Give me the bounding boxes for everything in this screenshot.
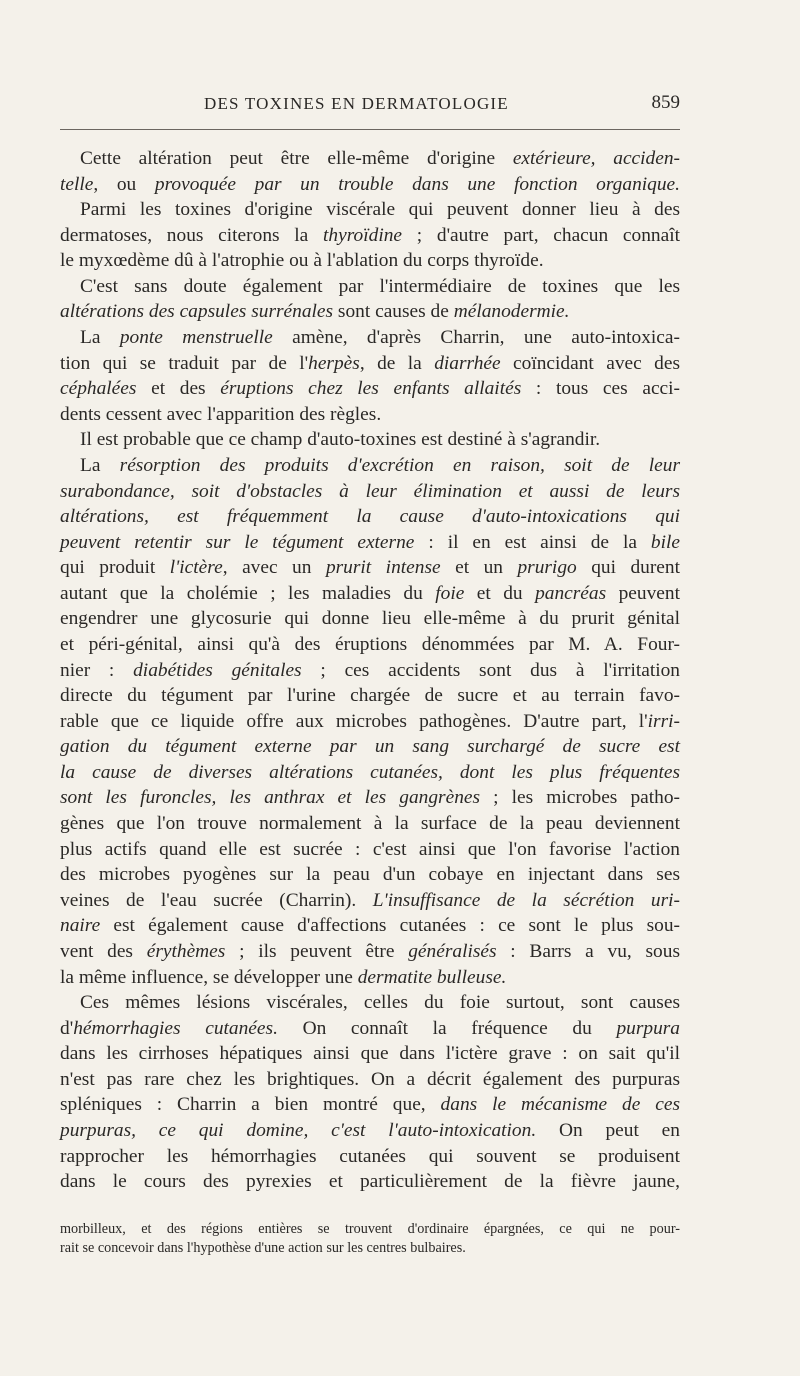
italic-phrase: dermatite bulleuse. [357, 966, 507, 988]
text-line: C'est sans doute également par l'intermédiaire de toxines que les [80, 275, 680, 297]
text-line: dans le cours des pyrexies et particulièrement de la fièvre jaune, [60, 1171, 680, 1193]
italic-phrase: prurigo [517, 557, 577, 579]
italic-phrase: altérations des capsules surrénales [60, 301, 334, 323]
text-line: dans les cirrhoses hépatiques ainsi que dans l'ictère grave : on sait qu'il [60, 1043, 680, 1065]
italic-phrase: hémorrhagies cutanées. [73, 1017, 278, 1039]
text-line: veines de l'eau sucrée (Charrin). L'insuffisance de la sécrétion uri- [60, 889, 680, 911]
text-line: La résorption des produits d'excrétion en raison, soit de leur [80, 454, 680, 476]
text-line: La ponte menstruelle amène, d'après Charrin, une auto-intoxica- [80, 327, 680, 349]
text-line: sont les furoncles, les anthrax et les gangrènes ; les microbes patho- [60, 787, 680, 809]
text-line: dents cessent avec l'apparition des règles. [60, 403, 382, 425]
page-number: 859 [651, 92, 680, 113]
italic-phrase: gation du tégument externe par un sang surchargé de sucre est [60, 736, 680, 758]
italic-phrase: provoquée par un trouble dans une fonction organique. [154, 173, 680, 195]
text-line: d'hémorrhagies cutanées. On connaît la fréquence du purpura [60, 1017, 681, 1039]
italic-phrase: thyroïdine [323, 224, 403, 246]
text-line [60, 479, 680, 505]
italic-phrase: diabétides génitales [133, 659, 302, 681]
italic-phrase: l'ictère [169, 557, 223, 579]
text-line: Cette altération peut être elle-même d'origine extérieure, acciden- [80, 148, 680, 169]
italic-phrase: sont les furoncles, les anthrax et les gangrènes [60, 787, 481, 809]
italic-phrase: ponte menstruelle [119, 327, 273, 349]
footnote [60, 1220, 680, 1258]
italic-phrase: purpuras, ce qui domine, c'est l'auto-intoxication. [60, 1119, 537, 1141]
italic-phrase: érythèmes [146, 940, 226, 962]
text-line: Ces mêmes lésions viscérales, celles du foie surtout, sont causes [80, 992, 680, 1014]
italic-phrase: L'insuffisance de la sécrétion uri- [372, 889, 680, 911]
text-line: rapprocher les hémorrhagies cutanées qui souvent se produisent [60, 1145, 680, 1167]
italic-phrase: pancréas [535, 582, 607, 604]
running-title: DES TOXINES EN DERMATOLOGIE [204, 94, 509, 113]
text-line: telle, ou provoquée par un trouble dans une fonction organique. [60, 173, 680, 195]
text-line: Parmi les toxines d'origine viscérale qui peuvent donner lieu à des [80, 199, 680, 221]
italic-phrase: prurit intense [325, 557, 441, 579]
italic-phrase: éruptions chez les enfants allaités [220, 378, 522, 400]
italic-phrase: irri- [647, 710, 680, 732]
italic-phrase: extérieure, acciden- [512, 148, 680, 169]
running-header [60, 90, 680, 120]
footnote-line: rait se concevoir dans l'hypothèse d'une action sur les centres bulbaires. [60, 1240, 466, 1256]
text-line: dermatoses, nous citerons la thyroïdine ; d'autre part, chacun connaît [60, 224, 680, 246]
text-line: gènes que l'on trouve normalement à la surface de la peau deviennent [60, 813, 680, 835]
italic-phrase: foie [435, 582, 465, 604]
text-line: Il est probable que ce champ d'auto-toxines est destiné à s'agrandir. [80, 429, 601, 451]
text-line: autant que la cholémie ; les maladies du foie et du pancréas peuvent [60, 582, 680, 604]
italic-phrase: purpura [616, 1017, 681, 1039]
text-line [60, 734, 680, 760]
text-line: engendrer une glycosurie qui donne lieu elle-même à du prurit génital [60, 608, 680, 630]
text-line [60, 504, 680, 530]
text-line: naire est également cause d'affections cutanées : ce sont le plus sou- [60, 915, 680, 937]
text-line: des microbes pyogènes sur la peau d'un cobaye en injectant dans ses [60, 864, 680, 886]
text-line: spléniques : Charrin a bien montré que, dans le mécanisme de ces [60, 1094, 680, 1116]
text-line: rable que ce liquide offre aux microbes pathogènes. D'autre part, l'irri- [60, 710, 680, 732]
text-line: altérations des capsules surrénales sont causes de mélanodermie. [60, 301, 570, 323]
text-line: purpuras, ce qui domine, c'est l'auto-intoxication. On peut en [60, 1119, 680, 1141]
italic-phrase: généralisés [408, 940, 497, 962]
italic-phrase: telle [60, 173, 94, 195]
italic-phrase: surabondance, soit d'obstacles à leur élimination et aussi de leurs [60, 480, 680, 502]
footnote-line: morbilleux, et des régions entières se trouvent d'ordinaire épargnées, ce qui ne pour- [60, 1221, 680, 1237]
text-line: nier : diabétides génitales ; ces accidents sont dus à l'irritation [60, 659, 680, 681]
text-line [60, 760, 680, 786]
italic-phrase: naire [60, 915, 101, 937]
text-line: directe du tégument par l'urine chargée de sucre et au terrain favo- [60, 685, 680, 707]
italic-phrase: résorption des produits d'excrétion en raison, soit de leur [119, 454, 680, 476]
italic-phrase: dans le mécanisme de ces [440, 1094, 680, 1116]
text-line: qui produit l'ictère, avec un prurit intense et un prurigo qui durent [60, 557, 680, 579]
text-line: tion qui se traduit par de l'herpès, de la diarrhée coïncidant avec des [60, 352, 680, 374]
text-line: n'est pas rare chez les brightiques. On a décrit également des purpuras [60, 1068, 680, 1090]
text-line: et péri-génital, ainsi qu'à des éruptions dénommées par M. A. Four- [60, 633, 680, 655]
text-line: plus actifs quand elle est sucrée : c'est ainsi que l'on favorise l'action [60, 838, 680, 860]
body-text [60, 146, 680, 1195]
italic-phrase: diarrhée [434, 352, 501, 374]
italic-phrase: la cause de diverses altérations cutanées, dont les plus fréquentes [60, 761, 680, 783]
italic-phrase: altérations, est fréquemment la cause d'auto-intoxications qui [60, 506, 680, 528]
italic-phrase: peuvent retentir sur le tégument externe [60, 531, 415, 553]
text-line: le myxœdème dû à l'atrophie ou à l'ablation du corps thyroïde. [60, 250, 544, 272]
italic-phrase: céphalées [60, 378, 137, 400]
header-rule [60, 129, 680, 130]
italic-phrase: bile [650, 531, 680, 553]
italic-phrase: herpès [308, 352, 360, 374]
text-line: la même influence, se développer une dermatite bulleuse. [60, 966, 507, 988]
text-line: vent des érythèmes ; ils peuvent être généralisés : Barrs a vu, sous [60, 940, 680, 962]
text-line: céphalées et des éruptions chez les enfants allaités : tous ces acci- [60, 378, 681, 400]
text-line: peuvent retentir sur le tégument externe : il en est ainsi de la bile [60, 531, 680, 553]
italic-phrase: mélanodermie. [453, 301, 570, 323]
